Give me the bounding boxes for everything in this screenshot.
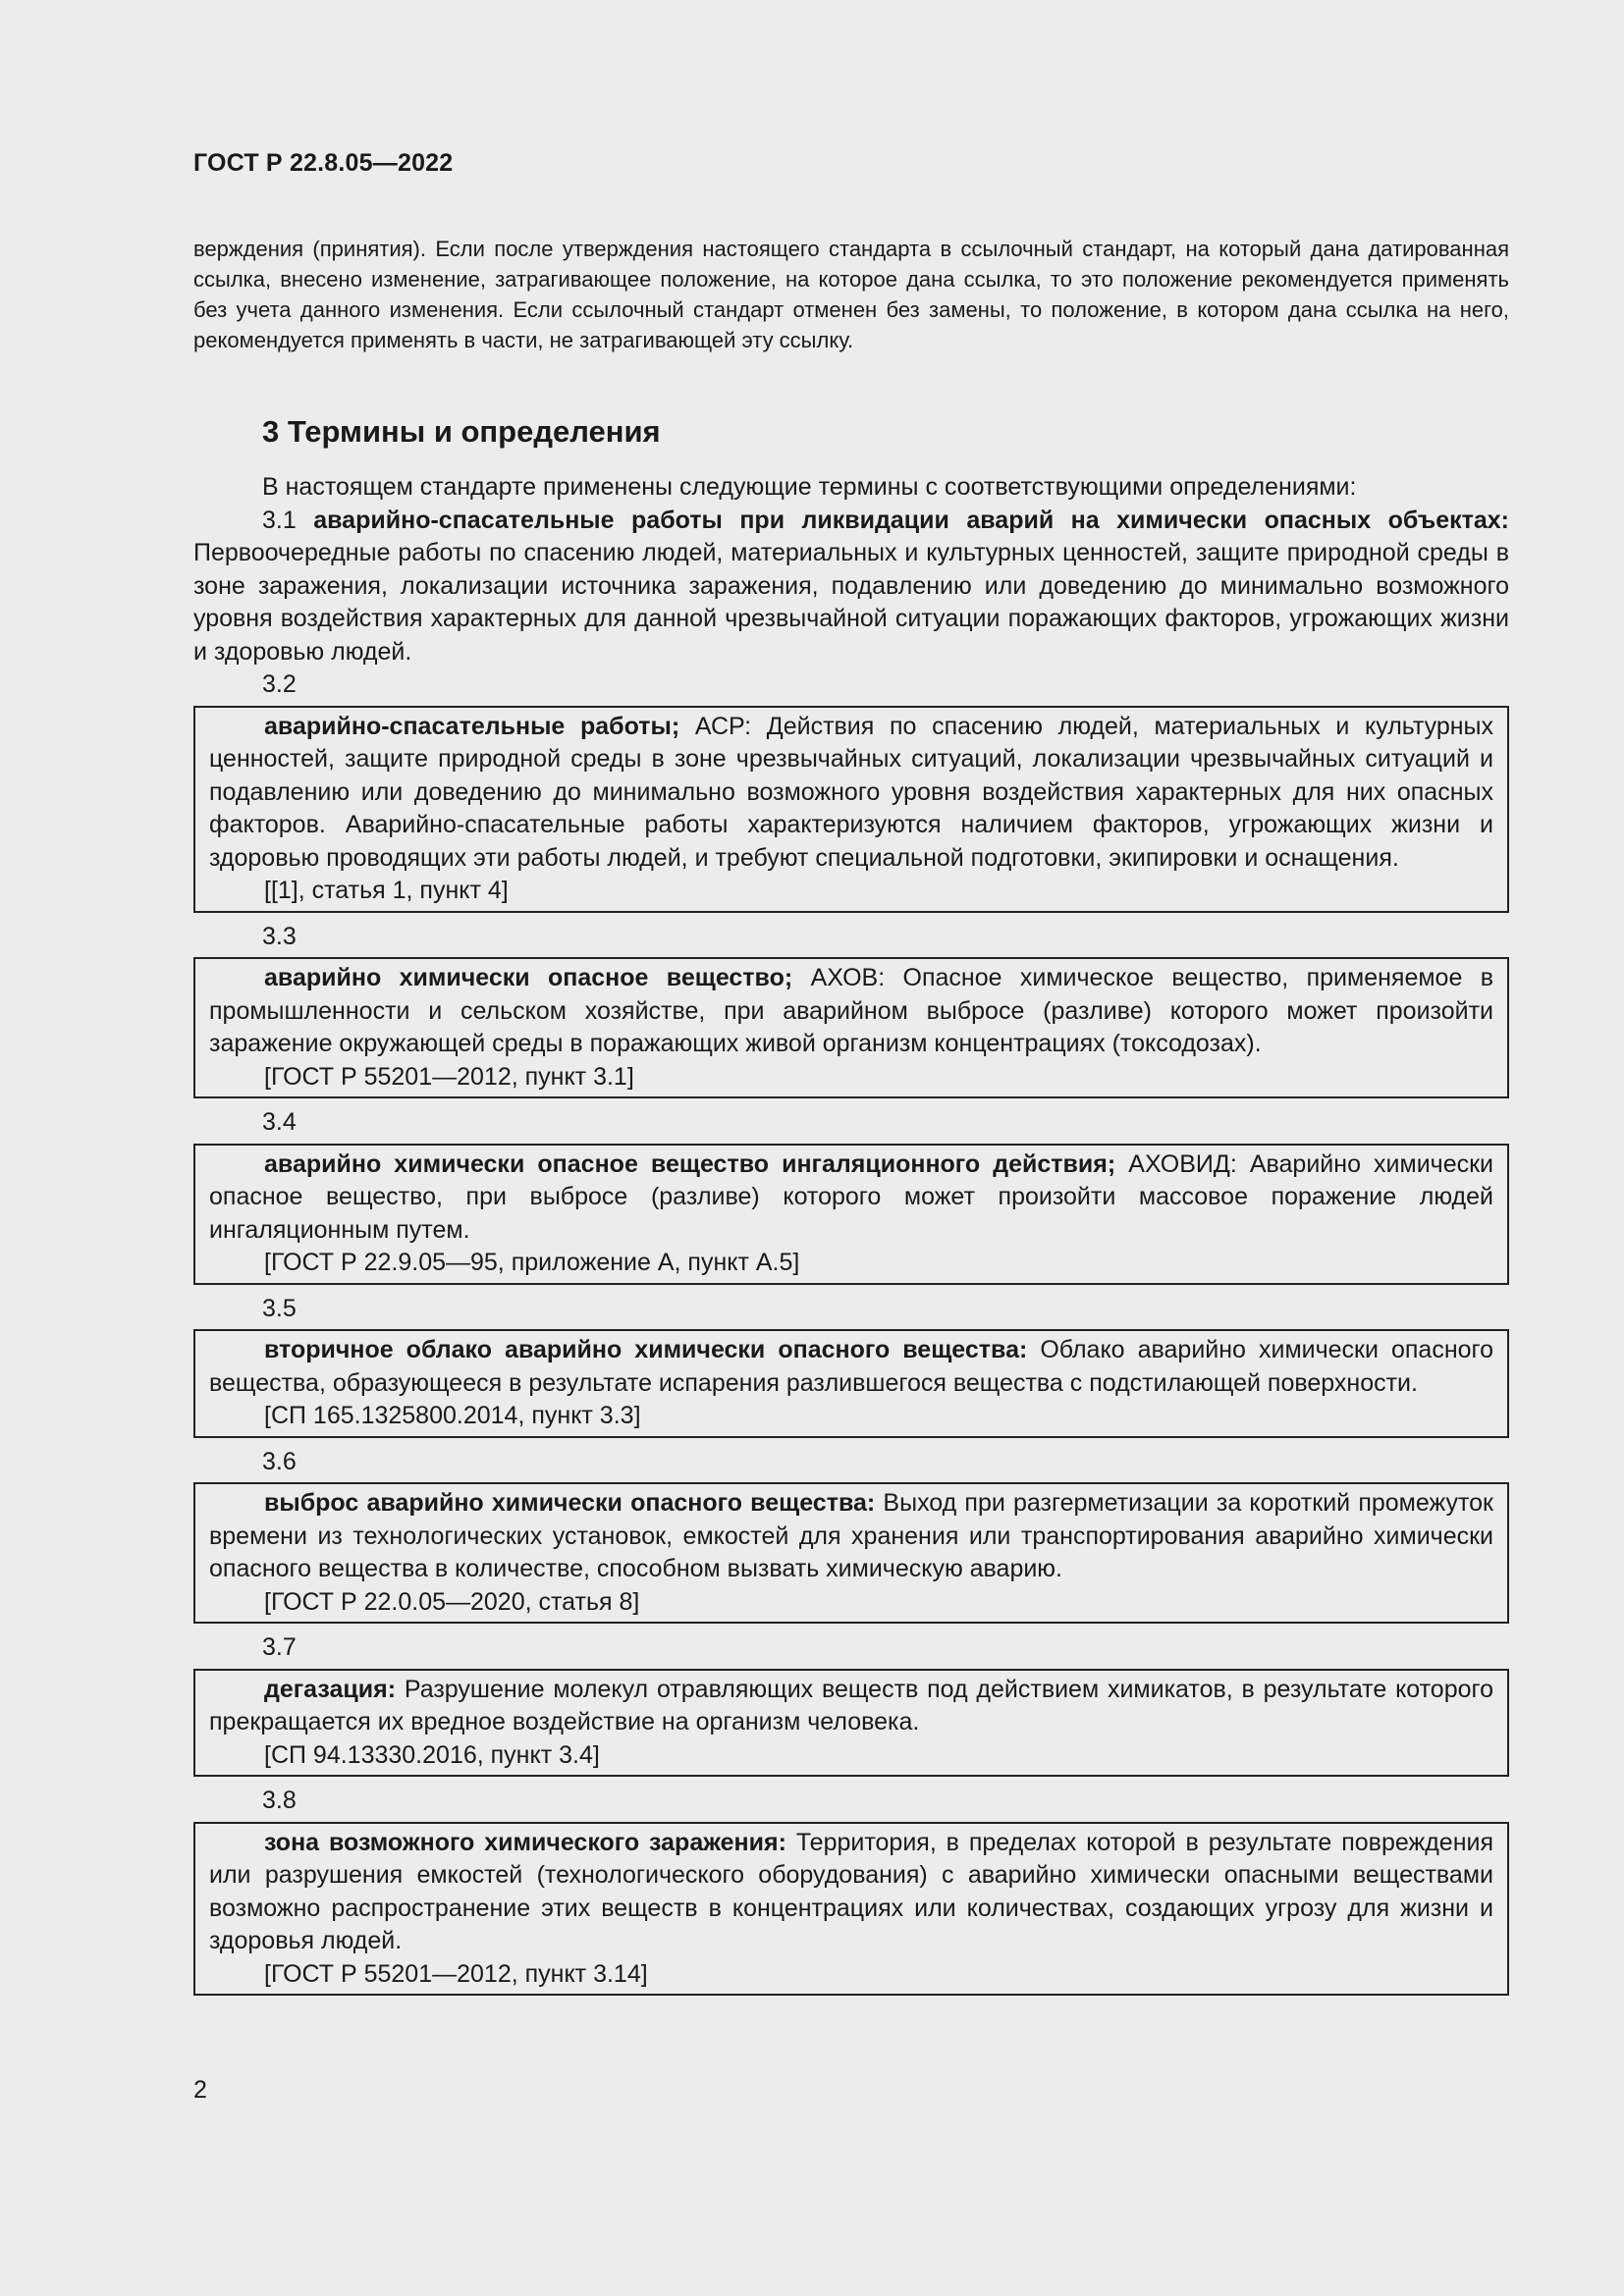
term-box-3-5 [193,1329,1509,1438]
term-source: [ГОСТ Р 55201—2012, пункт 3.1] [264,1062,634,1091]
term-number: 3.5 [262,1294,297,1322]
intro-paragraph: верждения (принятия). Если после утверждения настоящего стандарта в ссылочный стандарт, на который дана датированная ссылка, внесено изменение, затрагивающее положение, на которое дана ссылка, то это положение рекомендуется применять без учета данного изменения. Если ссылочный стандарт отменен без замены, то положение, в котором дана ссылка на него, рекомендуется применять в части, не затрагивающей эту ссылку. [193,237,1509,352]
term-name: выброс аварийно химически опасного вещества: [264,1489,876,1517]
term-definition: АСР: Действия по спасению людей, материальных и культурных ценностей, защите природной среды в зоне чрезвычайных ситуаций, локализации чрезвычайных ситуаций и подавлению или доведению до минимально возможного уровня воздействия характерных для них опасных факторов. Аварийно-спасательные работы характеризуются наличием факторов, угрожающих жизни и здоровью проводящих эти работы людей, и требуют специальной подготовки, экипировки и оснащения. [209,712,1494,872]
term-source: [ГОСТ Р 55201—2012, пункт 3.14] [264,1959,648,1988]
term-definition: Выход при разгерметизации за короткий промежуток времени из технологических установок, емкостей для хранения или транспортирования аварийно химически опасного вещества в количестве, способном вызвать химическую аварию. [209,1489,1493,1582]
term-definition: АХОВИД: Аварийно химически опасное вещество, при выбросе (разливе) которого может произойти массовое поражение людей ингаляционным путем. [209,1149,1493,1244]
term-number: 3.2 [262,670,297,698]
term-name: дегазация: [264,1675,397,1703]
term-name: аварийно химически опасное вещество ингаляционного действия; [264,1149,1116,1178]
term-3-1 [193,505,1509,669]
term-entry [209,1487,1493,1586]
page-number: 2 [193,2076,207,2104]
term-number: 3.8 [262,1787,297,1814]
term-name: аварийно-спасательные работы; [264,712,680,740]
term-definition: Разрушение молекул отравляющих веществ под действием химикатов, в результате которого прекращается их вредное воздействие на организм человека. [209,1675,1493,1735]
term-entry [209,1674,1493,1739]
term-source: [ГОСТ Р 22.9.05—95, приложение А, пункт А.5] [264,1249,800,1276]
term-number: 3.6 [262,1447,297,1475]
term-box-3-3 [193,957,1509,1098]
term-source: [ГОСТ Р 22.0.05—2020, статья 8] [264,1587,640,1616]
term-definition: Территория, в пределах которой в результате повреждения или разрушения емкостей (технологического оборудования) с аварийно химически опасными веществами возможно распространение этих веществ в концентрациях или количествах, создающих угрозу для жизни и здоровья людей. [209,1828,1494,1954]
document-code-header: ГОСТ Р 22.8.05—2022 [193,149,454,177]
term-definition: Облако аварийно химически опасного вещества, образующееся в результате испарения разлившегося вещества с подстилающей поверхности. [209,1336,1493,1397]
term-entry [209,1827,1493,1958]
term-source: [СП 94.13330.2016, пункт 3.4] [264,1740,600,1769]
term-box-3-2 [193,706,1509,913]
term-source: [[1], статья 1, пункт 4] [264,877,509,904]
term-box-3-8 [193,1822,1509,1997]
term-number: 3.4 [262,1108,297,1136]
term-number: 3.7 [262,1633,297,1661]
term-name: вторичное облако аварийно химически опасного вещества: [264,1336,1028,1363]
term-box-3-7 [193,1669,1509,1778]
term-name: аварийно химически опасное вещество; [264,964,793,991]
term-number: 3.3 [262,922,297,950]
section-title: 3 Термины и определения [262,414,661,449]
term-box-3-4 [193,1144,1509,1285]
term-number: 3.1 [262,506,297,534]
section-lead: В настоящем стандарте применены следующие термины с соответствующими определениями: [262,473,1357,501]
document-page [193,147,1509,2003]
term-entry [209,711,1493,876]
term-source: [СП 165.1325800.2014, пункт 3.3] [264,1402,641,1429]
term-definition: АХОВ: Опасное химическое вещество, применяемое в промышленности и сельском хозяйстве, при аварийном выбросе (разливе) которого может произойти заражение окружающей среды в поражающих живой организм концентрациях (токсодозах). [209,964,1494,1057]
term-definition: Первоочередные работы по спасению людей, материальных и культурных ценностей, защите природной среды в зоне заражения, локализации источника заражения, подавлению или доведению до минимально возможного уровня воздействия характерных для данной чрезвычайной ситуации поражающих факторов, угрожающих жизни и здоровью людей. [193,539,1509,666]
term-entry [209,962,1493,1061]
term-box-3-6 [193,1482,1509,1624]
term-entry [209,1148,1493,1248]
term-name: аварийно-спасательные работы при ликвидации аварий на химически опасных объектах: [313,506,1509,534]
term-name: зона возможного химического заражения: [264,1828,786,1856]
term-entry [209,1334,1493,1400]
